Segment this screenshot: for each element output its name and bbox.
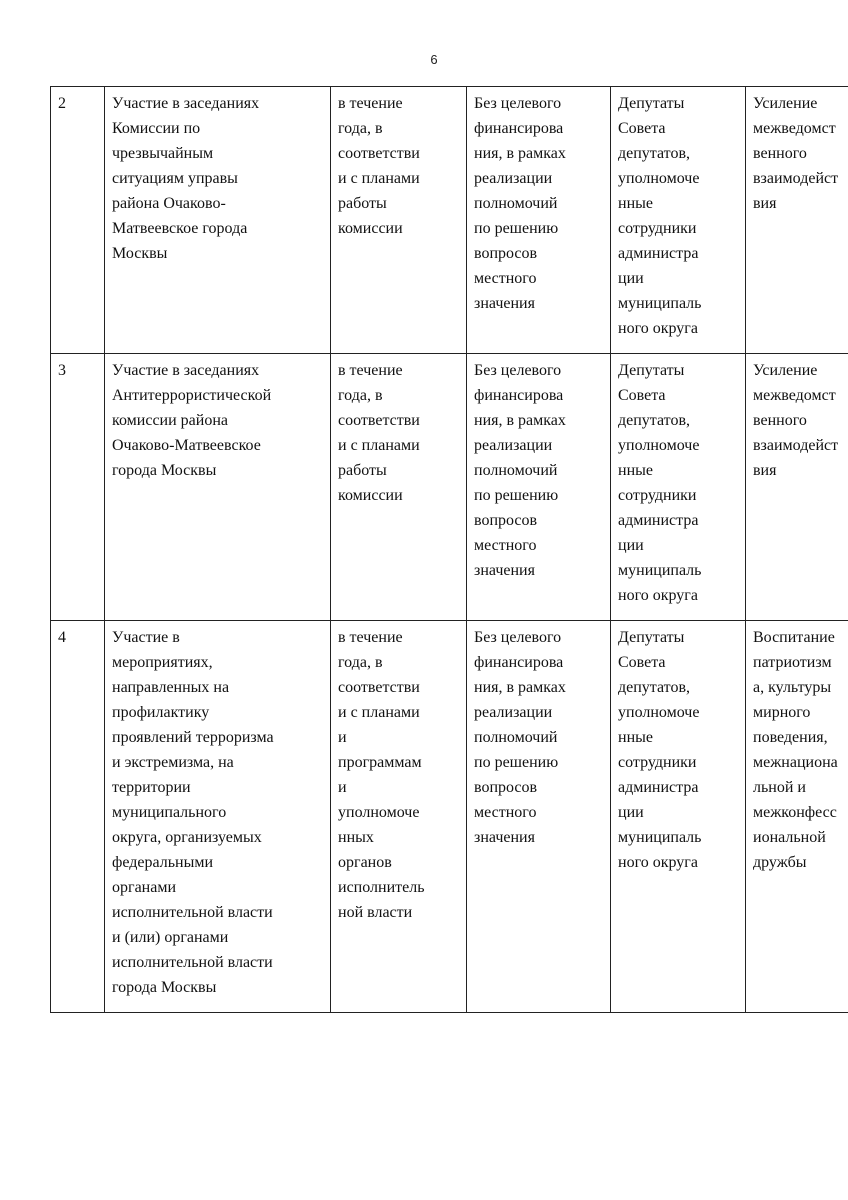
financing-cell-line: ния, в рамках [474, 679, 566, 696]
executors-cell-line: ции [618, 270, 644, 287]
event-cell-line: мероприятиях, [112, 654, 213, 671]
event-cell-line: профилактику [112, 704, 210, 721]
event-cell-line: чрезвычайным [112, 145, 214, 162]
result-cell-line: венного [753, 145, 807, 162]
financing-cell-line: полномочий [474, 729, 558, 746]
date-cell-line: и с планами [338, 704, 420, 721]
financing-cell-line: реализации [474, 704, 553, 721]
date-cell-line: комиссии [338, 487, 403, 504]
financing-cell-line: реализации [474, 170, 553, 187]
event-cell-line: округа, организуемых [112, 829, 262, 846]
result-cell-line: Усиление [753, 95, 818, 112]
date-cell-line: в течение [338, 362, 403, 379]
result-cell-line: Воспитание [753, 629, 835, 646]
table-row [51, 87, 848, 354]
row-number: 4 [51, 621, 105, 1013]
result-cell-line: а, культуры [753, 679, 832, 696]
event-cell-line: Москвы [112, 245, 168, 262]
date-cell-line: и с планами [338, 170, 420, 187]
executors-cell-line: депутатов, [618, 679, 691, 696]
executors-cell-line: сотрудники [618, 487, 697, 504]
financing-cell-line: значения [474, 829, 535, 846]
event-cell [105, 87, 331, 354]
event-cell-line: комиссии района [112, 412, 228, 429]
executors-cell-line: ции [618, 537, 644, 554]
financing-cell-line: реализации [474, 437, 553, 454]
event-cell-line: города Москвы [112, 462, 217, 479]
financing-cell-line: местного [474, 537, 537, 554]
executors-cell-line: Депутаты [618, 362, 685, 379]
date-cell-line: года, в [338, 387, 383, 404]
executors-cell-line: уполномоче [618, 170, 700, 187]
date-cell-line: и [338, 729, 347, 746]
result-cell [746, 87, 848, 354]
executors-cell-line: ции [618, 804, 644, 821]
financing-cell-line: местного [474, 270, 537, 287]
financing-cell-line: по решению [474, 220, 559, 237]
financing-cell-line: Без целевого [474, 95, 562, 112]
executors-cell-line: депутатов, [618, 412, 691, 429]
row-number: 2 [51, 87, 105, 354]
table-row [51, 621, 848, 1013]
event-cell-line: ситуациям управы [112, 170, 238, 187]
date-cell-line: года, в [338, 120, 383, 137]
date-cell [331, 87, 467, 354]
executors-cell-line: Совета [618, 654, 666, 671]
executors-cell-line: Депутаты [618, 629, 685, 646]
financing-cell-line: полномочий [474, 195, 558, 212]
date-cell-line: работы [338, 462, 387, 479]
event-cell-line: Участие в заседаниях [112, 95, 260, 112]
executors-cell-line: Совета [618, 387, 666, 404]
result-cell-line: Усиление [753, 362, 818, 379]
event-cell-line: территории [112, 779, 191, 796]
financing-cell-line: значения [474, 562, 535, 579]
date-cell-line: соответстви [338, 412, 420, 429]
date-cell-line: в течение [338, 629, 403, 646]
result-cell-line: дружбы [753, 854, 807, 871]
financing-cell-line: ния, в рамках [474, 412, 566, 429]
financing-cell-line: по решению [474, 754, 559, 771]
event-cell-line: проявлений терроризма [112, 729, 274, 746]
event-cell-line: и (или) органами [112, 929, 229, 946]
executors-cell-line: муниципаль [618, 562, 702, 579]
date-cell-line: года, в [338, 654, 383, 671]
financing-cell-line: значения [474, 295, 535, 312]
financing-cell-line: вопросов [474, 245, 538, 262]
event-cell-line: Матвеевское города [112, 220, 248, 237]
financing-cell [467, 621, 611, 1013]
financing-cell-line: ния, в рамках [474, 145, 566, 162]
financing-cell-line: Без целевого [474, 629, 562, 646]
executors-cell-line: ного округа [618, 587, 698, 604]
event-cell-line: исполнительной власти [112, 904, 273, 921]
result-cell-line: межведомст [753, 387, 836, 404]
financing-cell-line: Без целевого [474, 362, 562, 379]
financing-cell [467, 354, 611, 621]
event-cell-line: органами [112, 879, 177, 896]
event-cell-line: города Москвы [112, 979, 217, 996]
executors-cell-line: муниципаль [618, 829, 702, 846]
event-cell [105, 621, 331, 1013]
result-cell-line: мирного [753, 704, 811, 721]
event-cell-line: федеральными [112, 854, 214, 871]
date-cell-line: и [338, 779, 347, 796]
result-cell-line: взаимодейст [753, 437, 839, 454]
financing-cell-line: финансирова [474, 387, 564, 404]
financing-cell-line: вопросов [474, 779, 538, 796]
event-cell-line: исполнительной власти [112, 954, 273, 971]
event-cell-line: и экстремизма, на [112, 754, 234, 771]
executors-cell-line: нные [618, 195, 653, 212]
date-cell-line: работы [338, 195, 387, 212]
event-cell-line: муниципального [112, 804, 227, 821]
result-cell-line: межведомст [753, 120, 836, 137]
executors-cell-line: ного округа [618, 854, 698, 871]
date-cell [331, 354, 467, 621]
result-cell-line: льной и [753, 779, 806, 796]
executors-cell-line: уполномоче [618, 704, 700, 721]
executors-cell [611, 87, 746, 354]
result-cell [746, 621, 848, 1013]
result-cell-line: взаимодейст [753, 170, 839, 187]
event-cell-line: Комиссии по [112, 120, 201, 137]
date-cell-line: комиссии [338, 220, 403, 237]
executors-cell-line: муниципаль [618, 295, 702, 312]
executors-cell-line: администра [618, 512, 699, 529]
event-cell-line: Участие в заседаниях [112, 362, 260, 379]
executors-cell [611, 621, 746, 1013]
executors-cell-line: сотрудники [618, 754, 697, 771]
result-cell-line: вия [753, 195, 777, 212]
financing-cell-line: по решению [474, 487, 559, 504]
event-cell-line: Участие в [112, 629, 180, 646]
event-cell-line: направленных на [112, 679, 230, 696]
date-cell-line: в течение [338, 95, 403, 112]
executors-cell-line: нные [618, 462, 653, 479]
date-cell-line: ной власти [338, 904, 413, 921]
result-cell-line: патриотизм [753, 654, 832, 671]
executors-cell-line: администра [618, 779, 699, 796]
executors-cell-line: сотрудники [618, 220, 697, 237]
executors-cell-line: администра [618, 245, 699, 262]
event-cell-line: Антитеррористической [112, 387, 272, 404]
date-cell-line: программам [338, 754, 422, 771]
date-cell-line: нных [338, 829, 374, 846]
page-number: 6 [430, 52, 438, 67]
date-cell-line: и с планами [338, 437, 420, 454]
financing-cell-line: местного [474, 804, 537, 821]
result-cell-line: иональной [753, 829, 826, 846]
executors-cell-line: депутатов, [618, 145, 691, 162]
event-cell-line: района Очаково- [112, 195, 226, 212]
executors-cell [611, 354, 746, 621]
result-cell-line: вия [753, 462, 777, 479]
executors-cell-line: уполномоче [618, 437, 700, 454]
events-table [50, 86, 848, 1013]
executors-cell-line: ного округа [618, 320, 698, 337]
result-cell-line: межконфесс [753, 804, 837, 821]
executors-cell-line: Депутаты [618, 95, 685, 112]
date-cell-line: уполномоче [338, 804, 420, 821]
date-cell-line: соответстви [338, 679, 420, 696]
date-cell-line: соответстви [338, 145, 420, 162]
financing-cell-line: вопросов [474, 512, 538, 529]
result-cell [746, 354, 848, 621]
financing-cell [467, 87, 611, 354]
date-cell-line: исполнитель [338, 879, 425, 896]
executors-cell-line: Совета [618, 120, 666, 137]
table-row [51, 354, 848, 621]
financing-cell-line: финансирова [474, 654, 564, 671]
result-cell-line: межнациона [753, 754, 838, 771]
result-cell-line: поведения, [753, 729, 828, 746]
executors-cell-line: нные [618, 729, 653, 746]
event-cell [105, 354, 331, 621]
table-body [51, 87, 848, 1013]
financing-cell-line: финансирова [474, 120, 564, 137]
financing-cell-line: полномочий [474, 462, 558, 479]
result-cell-line: венного [753, 412, 807, 429]
date-cell [331, 621, 467, 1013]
event-cell-line: Очаково-Матвеевское [112, 437, 261, 454]
row-number: 3 [51, 354, 105, 621]
date-cell-line: органов [338, 854, 392, 871]
